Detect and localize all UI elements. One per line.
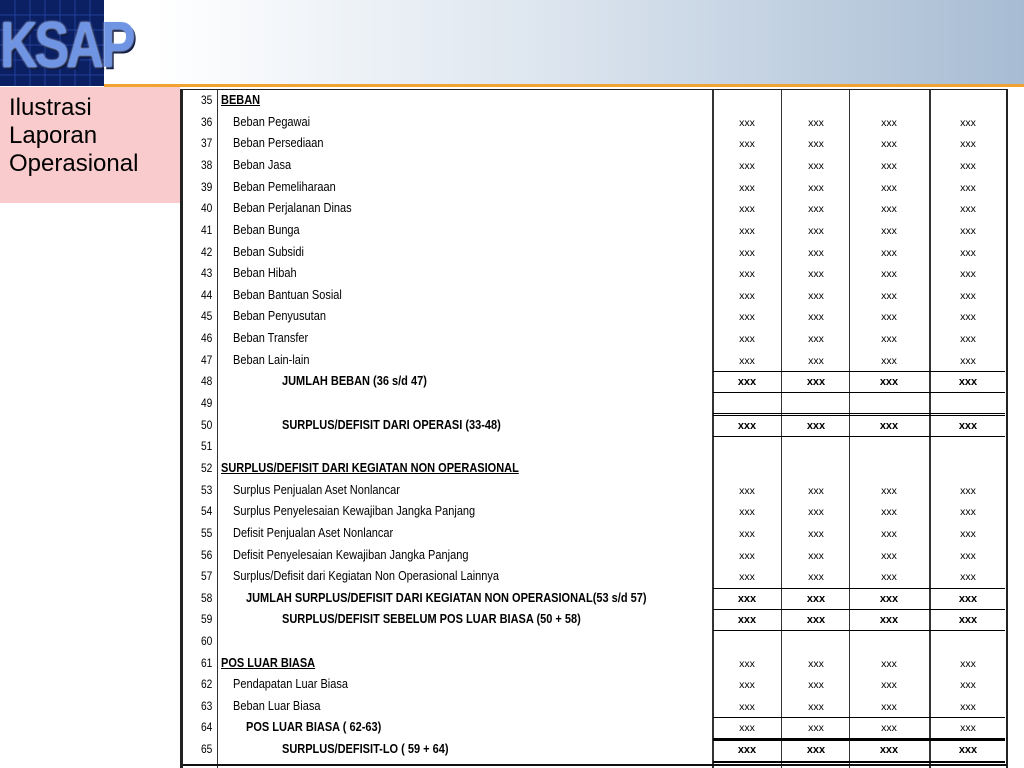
row-label: Beban Persediaan: [233, 136, 324, 150]
value-cell: xxx: [739, 289, 755, 302]
table-row: [183, 242, 1006, 263]
row-number: 62: [201, 677, 213, 691]
table-row: [183, 155, 1006, 176]
top-banner: [0, 0, 1024, 86]
table-row: [183, 458, 1006, 479]
value-cell: xxx: [739, 679, 755, 691]
value-cell: xxx: [881, 333, 897, 345]
value-cell: xxx: [808, 506, 824, 518]
value-cell: xxx: [958, 592, 978, 605]
row-label: SURPLUS/DEFISIT DARI OPERASI (33-48): [282, 417, 501, 432]
value-cell: xxx: [739, 311, 755, 323]
value-cell: xxx: [960, 311, 976, 323]
row-label: JUMLAH SURPLUS/DEFISIT DARI KEGIATAN NON OPERASIONAL(53 s/d 57): [246, 590, 647, 605]
row-label: Surplus/Defisit dari Kegiatan Non Operasional Lainnya: [233, 569, 499, 583]
table-row: [183, 480, 1006, 501]
value-cell: xxx: [737, 419, 757, 432]
table-row: [183, 371, 1006, 392]
row-number: 46: [201, 331, 213, 345]
table-row: [183, 436, 1006, 457]
value-cell: xxx: [739, 657, 755, 670]
table-row: [183, 177, 1006, 198]
row-number: 35: [201, 93, 213, 107]
row-number: 52: [201, 461, 213, 475]
value-cell: xxx: [881, 528, 897, 540]
table-row: [183, 306, 1006, 327]
row-label: Beban Subsidi: [233, 244, 304, 259]
table-row: [183, 393, 1006, 414]
row-label: POS LUAR BIASA: [221, 655, 316, 670]
value-cell: xxx: [960, 160, 976, 172]
table-row: [183, 588, 1006, 609]
value-cell: xxx: [881, 484, 897, 497]
row-number: 63: [201, 698, 213, 713]
value-cell: xxx: [960, 484, 976, 497]
row-label: Beban Penyusutan: [233, 309, 326, 323]
row-number: 36: [201, 114, 213, 129]
value-cell: xxx: [881, 160, 897, 172]
value-cell: xxx: [960, 116, 976, 129]
value-cell: xxx: [739, 571, 755, 583]
table-row: [183, 566, 1006, 587]
value-cell: xxx: [960, 354, 976, 367]
value-cell: xxx: [739, 700, 755, 713]
row-label: Beban Pemeliharaan: [233, 179, 336, 194]
value-cell: xxx: [739, 160, 755, 172]
value-cell: xxx: [739, 138, 755, 150]
value-cell: xxx: [808, 311, 824, 323]
row-number: 50: [201, 417, 213, 432]
value-cell: xxx: [739, 333, 755, 345]
value-cell: xxx: [806, 376, 826, 388]
row-number: 49: [201, 396, 213, 410]
value-cell: xxx: [808, 268, 824, 280]
value-cell: xxx: [808, 571, 824, 583]
row-number: 57: [201, 569, 213, 583]
row-number: 44: [201, 287, 213, 302]
table-row: [183, 739, 1006, 760]
value-cell: xxx: [879, 592, 899, 605]
value-cell: xxx: [739, 181, 755, 194]
row-number: 55: [201, 526, 213, 540]
value-cell: xxx: [808, 549, 824, 562]
value-cell: xxx: [737, 743, 757, 756]
table-row: [183, 350, 1006, 371]
row-label: Beban Hibah: [233, 266, 297, 280]
value-cell: xxx: [881, 246, 897, 259]
table-row: [183, 112, 1006, 133]
value-cell: xxx: [879, 743, 899, 756]
row-label: Defisit Penjualan Aset Nonlancar: [233, 526, 394, 540]
value-cell: xxx: [739, 549, 755, 562]
row-number: 47: [201, 352, 213, 367]
value-cell: xxx: [806, 743, 826, 756]
value-cell: xxx: [960, 138, 976, 150]
value-cell: xxx: [806, 419, 826, 432]
value-cell: xxx: [960, 268, 976, 280]
value-cell: xxx: [808, 679, 824, 691]
value-cell: xxx: [808, 138, 824, 150]
table-row: [183, 90, 1006, 111]
table-row: [183, 696, 1006, 717]
value-cell: xxx: [881, 549, 897, 562]
row-label: Beban Bantuan Sosial: [233, 287, 342, 302]
value-cell: xxx: [739, 506, 755, 518]
ksap-logo: [0, 0, 133, 86]
value-cell: xxx: [881, 225, 897, 237]
logo-text: KSAP: [0, 9, 133, 82]
table-row: [183, 501, 1006, 522]
value-cell: xxx: [881, 722, 897, 734]
table-row: [183, 631, 1006, 652]
row-number: 54: [201, 504, 213, 518]
value-cell: xxx: [960, 333, 976, 345]
value-cell: xxx: [960, 700, 976, 713]
value-cell: xxx: [881, 138, 897, 150]
value-cell: xxx: [879, 376, 899, 388]
value-cell: xxx: [808, 246, 824, 259]
table-row: [183, 285, 1006, 306]
row-label: Beban Bunga: [233, 223, 300, 237]
value-cell: xxx: [808, 289, 824, 302]
row-label: Defisit Penyelesaian Kewajiban Jangka Panjang: [233, 547, 469, 562]
row-number: 38: [201, 158, 213, 172]
table-row: [183, 717, 1006, 738]
value-cell: xxx: [739, 484, 755, 497]
value-cell: xxx: [881, 657, 897, 670]
value-cell: xxx: [881, 311, 897, 323]
value-cell: xxx: [806, 614, 826, 626]
row-number: 41: [201, 223, 213, 237]
value-cell: xxx: [808, 181, 824, 194]
row-number: 37: [201, 136, 213, 150]
table-row: [183, 523, 1006, 544]
row-number: 42: [201, 244, 213, 259]
row-number: 58: [201, 590, 213, 605]
value-cell: xxx: [881, 203, 897, 215]
value-cell: xxx: [739, 354, 755, 367]
value-cell: xxx: [739, 268, 755, 280]
value-cell: xxx: [958, 419, 978, 432]
value-cell: xxx: [881, 571, 897, 583]
value-cell: xxx: [739, 203, 755, 215]
value-cell: xxx: [881, 354, 897, 367]
row-number: 60: [201, 634, 213, 648]
slide-title-line-3: Operasional: [9, 150, 139, 177]
value-cell: xxx: [881, 268, 897, 280]
row-label: Beban Pegawai: [233, 114, 311, 129]
value-cell: xxx: [737, 614, 757, 626]
table-row: [183, 653, 1006, 674]
value-cell: xxx: [879, 419, 899, 432]
row-number: 64: [201, 720, 213, 734]
value-cell: xxx: [739, 246, 755, 259]
value-cell: xxx: [960, 528, 976, 540]
row-label: SURPLUS/DEFISIT DARI KEGIATAN NON OPERASIONAL: [221, 461, 519, 475]
value-cell: xxx: [739, 225, 755, 237]
value-cell: xxx: [881, 700, 897, 713]
row-label: POS LUAR BIASA ( 62-63): [246, 720, 382, 734]
table-row: [183, 263, 1006, 284]
table-row: [183, 198, 1006, 219]
value-cell: xxx: [739, 528, 755, 540]
row-number: 45: [201, 309, 213, 323]
row-number: 53: [201, 482, 213, 497]
value-cell: xxx: [958, 376, 978, 388]
row-number: 61: [201, 655, 213, 670]
table-row: [183, 133, 1006, 154]
row-number: 59: [201, 612, 213, 626]
table-row: [183, 220, 1006, 241]
table-row: [183, 674, 1006, 695]
row-number: 56: [201, 547, 213, 562]
value-cell: xxx: [960, 679, 976, 691]
row-number: 40: [201, 201, 213, 215]
value-cell: xxx: [808, 160, 824, 172]
table-bottom-border: [183, 764, 1006, 766]
value-cell: xxx: [739, 116, 755, 129]
value-cell: xxx: [808, 225, 824, 237]
row-number: 43: [201, 266, 213, 280]
table-row: [183, 415, 1006, 436]
value-cell: xxx: [881, 679, 897, 691]
row-number: 39: [201, 179, 213, 194]
row-label: Pendapatan Luar Biasa: [233, 677, 348, 691]
row-label: Beban Luar Biasa: [233, 698, 321, 713]
value-cell: xxx: [960, 722, 976, 734]
value-cell: xxx: [960, 246, 976, 259]
value-cell: xxx: [960, 181, 976, 194]
value-cell: xxx: [960, 203, 976, 215]
value-cell: xxx: [958, 614, 978, 626]
value-cell: xxx: [808, 354, 824, 367]
value-cell: xxx: [806, 592, 826, 605]
value-cell: xxx: [881, 506, 897, 518]
value-cell: xxx: [960, 571, 976, 583]
value-cell: xxx: [808, 116, 824, 129]
value-cell: xxx: [960, 657, 976, 670]
value-cell: xxx: [960, 549, 976, 562]
value-cell: xxx: [881, 116, 897, 129]
row-label: Beban Transfer: [233, 331, 309, 345]
value-cell: xxx: [960, 225, 976, 237]
value-cell: xxx: [881, 181, 897, 194]
value-cell: xxx: [879, 614, 899, 626]
table-row: [183, 328, 1006, 349]
row-number: 65: [201, 741, 213, 756]
value-cell: xxx: [808, 657, 824, 670]
row-label: SURPLUS/DEFISIT SEBELUM POS LUAR BIASA (50 + 58): [282, 612, 581, 626]
row-label: Surplus Penjualan Aset Nonlancar: [233, 482, 400, 497]
value-cell: xxx: [808, 333, 824, 345]
value-cell: xxx: [808, 484, 824, 497]
value-cell: xxx: [958, 743, 978, 756]
value-cell: xxx: [808, 722, 824, 734]
value-cell: xxx: [881, 289, 897, 302]
slide-title-line-2: Laporan: [9, 122, 98, 149]
value-cell: xxx: [808, 203, 824, 215]
slide-title-line-1: Ilustrasi: [9, 94, 92, 121]
banner-accent-line: [104, 84, 1024, 87]
row-number: 48: [201, 374, 213, 388]
report-table: [180, 89, 1008, 768]
value-cell: xxx: [737, 376, 757, 388]
table-row: [183, 545, 1006, 566]
row-label: BEBAN: [221, 93, 261, 107]
slide-title: [0, 87, 180, 203]
row-label: SURPLUS/DEFISIT-LO ( 59 + 64): [282, 741, 449, 756]
table-row: [183, 609, 1006, 630]
total-rule: [713, 393, 1005, 414]
value-cell: xxx: [960, 506, 976, 518]
value-cell: xxx: [960, 289, 976, 302]
value-cell: xxx: [737, 592, 757, 605]
row-label: Surplus Penyelesaian Kewajiban Jangka Panjang: [233, 504, 476, 518]
row-number: 51: [201, 439, 213, 453]
value-cell: xxx: [739, 722, 755, 734]
row-label: Beban Jasa: [233, 158, 292, 172]
value-cell: xxx: [808, 528, 824, 540]
value-cell: xxx: [808, 700, 824, 713]
row-label: Beban Perjalanan Dinas: [233, 201, 352, 215]
row-label: JUMLAH BEBAN (36 s/d 47): [282, 374, 427, 388]
row-label: Beban Lain-lain: [233, 352, 310, 367]
